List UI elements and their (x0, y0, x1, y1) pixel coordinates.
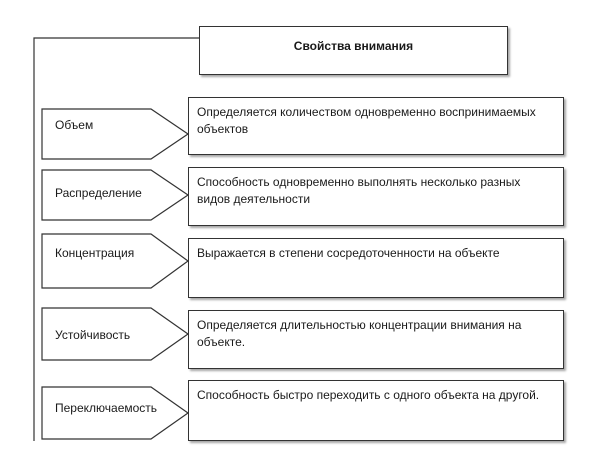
property-description-concentration: Выражается в степени сосредоточенности на объекте (197, 246, 500, 260)
arrow-shape-volume (42, 109, 188, 159)
property-description-distribution: Способность одновременно выполнять несколько разных видов деятельности (197, 175, 521, 206)
arrow-shape-concentration (42, 234, 188, 288)
property-description-stability: Определяется длительностью концентрации внимания на объекте. (197, 318, 522, 349)
property-description-box-volume (188, 97, 564, 155)
property-label-concentration: Концентрация (55, 246, 135, 260)
diagram-title-box (199, 26, 508, 75)
property-description-switchability: Способность быстро переходить с одного объекта на другой. (197, 388, 540, 402)
property-label-distribution: Распределение (55, 186, 142, 200)
property-description-box-stability (188, 310, 564, 369)
property-description-box-distribution (188, 167, 564, 226)
property-label-volume: Объем (55, 118, 94, 132)
diagram-title: Свойства внимания (293, 39, 414, 53)
property-label-switchability: Переключаемость (55, 401, 158, 415)
property-description-volume: Определяется количеством одновременно воспринимаемых объектов (197, 105, 536, 136)
property-label-stability: Устойчивость (55, 328, 131, 342)
property-description-box-switchability (188, 380, 564, 441)
property-description-box-concentration (188, 238, 564, 298)
